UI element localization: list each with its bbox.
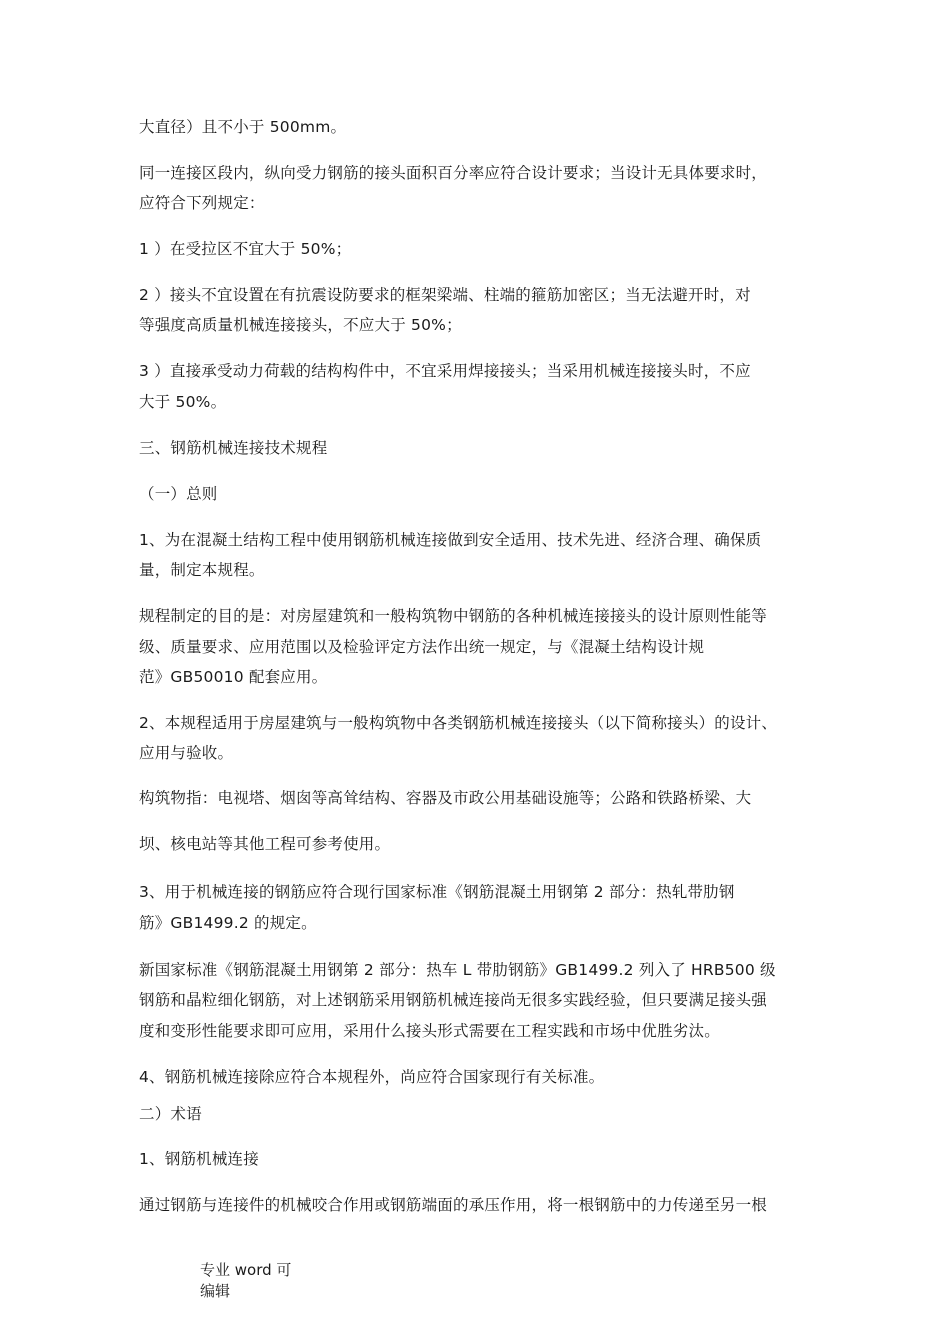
text-line: 等强度高质量机械连接接头，不应大于 50%； — [139, 316, 462, 334]
text-line: 1、为在混凝土结构工程中使用钢筋机械连接做到安全适用、技术先进、经济合理、确保质 — [139, 531, 762, 549]
text-line: 应用与验收。 — [139, 744, 234, 762]
text-line: 度和变形性能要求即可应用，采用什么接头形式需要在工程实践和市场中优胜劣汰。 — [139, 1022, 720, 1040]
text-line: 量，制定本规程。 — [139, 561, 265, 579]
text-line: 范》GB50010 配套应用。 — [139, 668, 328, 686]
term-heading: 1、钢筋机械连接 — [139, 1150, 259, 1168]
text-line: 4、钢筋机械连接除应符合本规程外，尚应符合国家现行有关标准。 — [139, 1068, 605, 1086]
text-line: 大于 50%。 — [139, 393, 227, 411]
text-line: 构筑物指：电视塔、烟囱等高耸结构、容器及市政公用基础设施等；公路和铁路桥梁、大 — [139, 789, 752, 807]
text-line: 筋》GB1499.2 的规定。 — [139, 914, 317, 932]
text-line: 应符合下列规定： — [139, 194, 265, 212]
text-line: 1 ）在受拉区不宜大于 50%； — [139, 240, 352, 258]
text-line: 新国家标准《钢筋混凝土用钢第 2 部分：热车 L 带肋钢筋》GB1499.2 列入了 HRB500 级 — [139, 961, 776, 979]
text-line: 2、本规程适用于房屋建筑与一般构筑物中各类钢筋机械连接接头（以下简称接头）的设计、 — [139, 714, 778, 732]
text-line: 通过钢筋与连接件的机械咬合作用或钢筋端面的承压作用，将一根钢筋中的力传递至另一根 — [139, 1196, 768, 1214]
text-line: 3、用于机械连接的钢筋应符合现行国家标准《钢筋混凝土用钢第 2 部分：热轧带肋钢 — [139, 883, 735, 901]
footer-note: 编辑 — [200, 1282, 231, 1300]
text-line: 坝、核电站等其他工程可参考使用。 — [139, 835, 391, 853]
subsection-heading: （一）总则 — [139, 485, 218, 503]
text-line: 钢筋和晶粒细化钢筋，对上述钢筋采用钢筋机械连接尚无很多实践经验，但只要满足接头强 — [139, 991, 768, 1009]
text-line: 大直径）且不小于 500mm。 — [139, 118, 347, 136]
text-line: 3 ）直接承受动力荷载的结构构件中，不宜采用焊接接头；当采用机械连接接头时，不应 — [139, 362, 751, 380]
subsection-heading: 二）术语 — [139, 1105, 202, 1123]
text-line: 2 ）接头不宜设置在有抗震设防要求的框架梁端、柱端的箍筋加密区；当无法避开时，对 — [139, 286, 751, 304]
section-heading: 三、钢筋机械连接技术规程 — [139, 439, 328, 457]
footer-note: 专业 word 可 — [200, 1261, 292, 1279]
text-line: 级、质量要求、应用范围以及检验评定方法作出统一规定，与《混凝土结构设计规 — [139, 638, 705, 656]
text-line: 同一连接区段内，纵向受力钢筋的接头面积百分率应符合设计要求；当设计无具体要求时， — [139, 164, 768, 182]
text-line: 规程制定的目的是：对房屋建筑和一般构筑物中钢筋的各种机械连接接头的设计原则性能等 — [139, 607, 768, 625]
